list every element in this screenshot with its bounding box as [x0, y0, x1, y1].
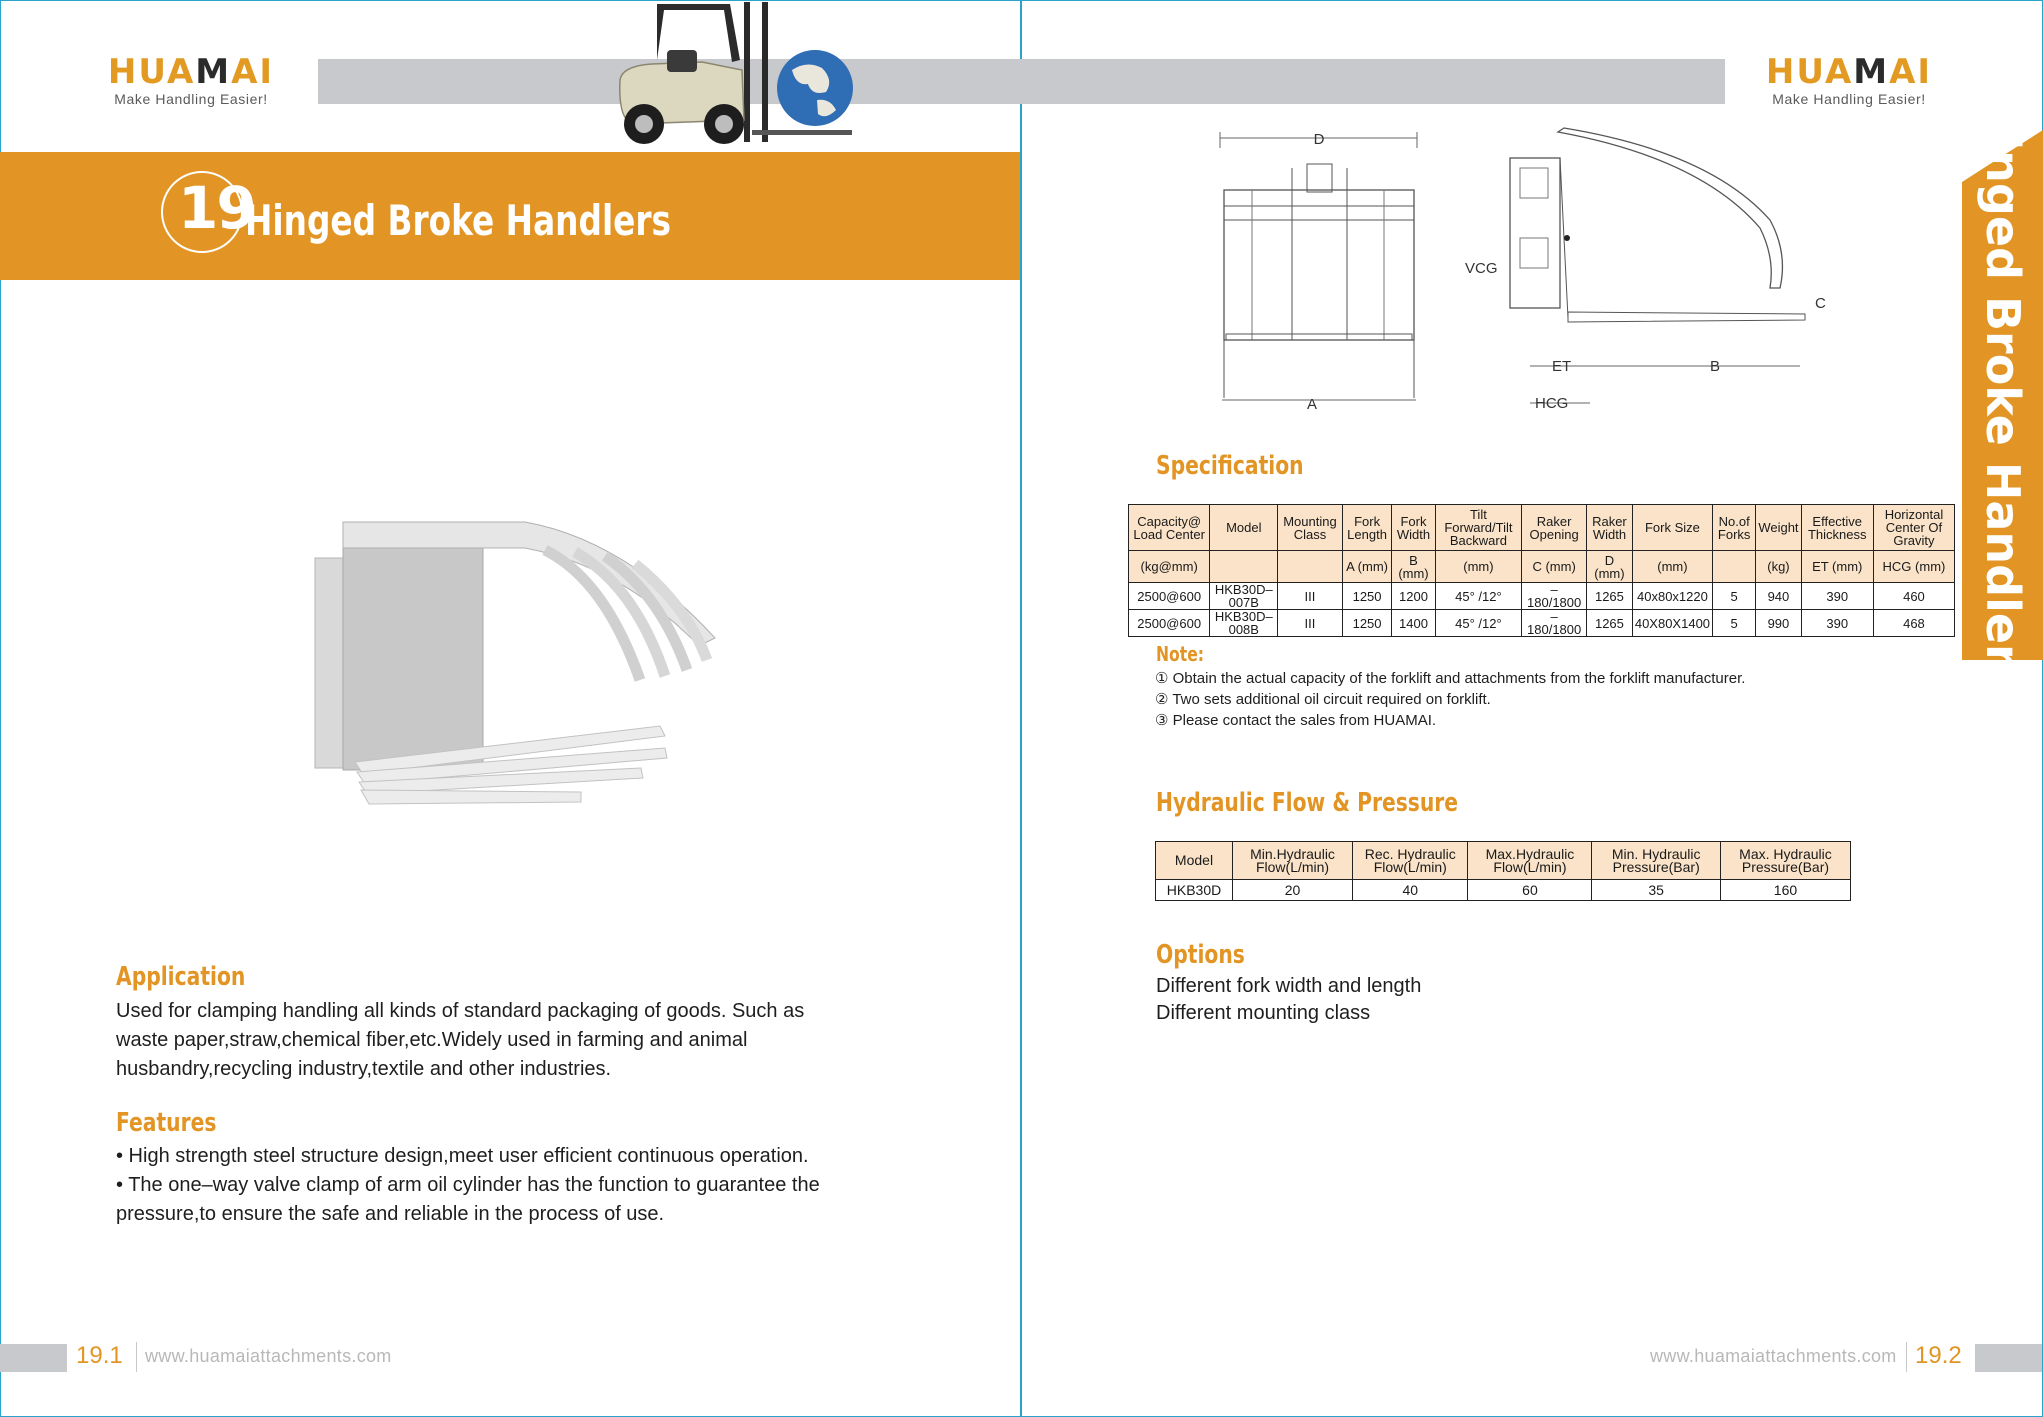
brand-logo-left — [87, 54, 295, 107]
logo-main: HUA — [1765, 52, 1854, 92]
chapter-number: 19 — [178, 174, 255, 242]
table-cell: HKB30D — [1156, 880, 1233, 901]
hydraulic-header: Max.Hydraulic Flow(L/min) — [1468, 842, 1592, 880]
spec-header: Model — [1210, 505, 1278, 551]
spec-unit: (mm) — [1632, 551, 1712, 583]
spec-header: Tilt Forward/Tilt Backward — [1435, 505, 1522, 551]
spec-unit: (kg@mm) — [1129, 551, 1210, 583]
label-vcg: VCG — [1465, 260, 1498, 277]
page-number-right: 19.2 — [1915, 1342, 1962, 1369]
label-b: B — [1710, 358, 1721, 375]
note-item: ② Two sets additional oil circuit required on forklift. — [1155, 691, 1491, 708]
table-cell: HKB30D–007B — [1210, 583, 1278, 610]
spec-header: Fork Length — [1342, 505, 1392, 551]
label-hcg: HCG — [1535, 395, 1569, 412]
application-text — [116, 997, 804, 1084]
footer-separator — [136, 1342, 137, 1372]
hydraulic-table — [1155, 841, 1851, 901]
hydraulic-header: Max. Hydraulic Pressure(Bar) — [1720, 842, 1850, 880]
side-view-drawing — [1465, 128, 1880, 413]
table-cell: 1265 — [1587, 583, 1633, 610]
spec-header: Fork Width — [1392, 505, 1435, 551]
product-photo — [295, 510, 735, 810]
options-list — [1156, 973, 1421, 1027]
table-cell: 390 — [1801, 610, 1873, 637]
table-cell: III — [1278, 610, 1343, 637]
spec-header: Raker Width — [1587, 505, 1633, 551]
label-a: A — [1306, 396, 1318, 413]
hydraulic-header: Model — [1156, 842, 1233, 880]
features-text — [116, 1142, 820, 1229]
spec-unit: (kg) — [1756, 551, 1801, 583]
table-cell: 1265 — [1587, 610, 1633, 637]
spec-unit — [1713, 551, 1756, 583]
front-view-drawing — [1212, 128, 1432, 413]
application-line: husbandry,recycling industry,textile and other industries. — [116, 1058, 612, 1080]
footer-separator — [1906, 1342, 1907, 1372]
option-item: Different mounting class — [1156, 1002, 1371, 1024]
forklift-globe-illustration — [612, 0, 872, 150]
side-tab-label: Hinged Broke Handlers — [1976, 95, 2030, 695]
logo-rest: AI — [1889, 52, 1933, 92]
note-heading: Note: — [1156, 642, 1205, 666]
table-cell: 40x80x1220 — [1632, 583, 1712, 610]
specification-table — [1128, 504, 1955, 637]
spec-unit: (mm) — [1435, 551, 1522, 583]
spec-header: Capacity@ Load Center — [1129, 505, 1210, 551]
logo-tagline: Make Handling Easier! — [114, 91, 268, 107]
table-cell: 160 — [1720, 880, 1850, 901]
spec-header: Fork Size — [1632, 505, 1712, 551]
table-cell: 940 — [1756, 583, 1801, 610]
spec-unit — [1278, 551, 1343, 583]
table-cell: 45° /12° — [1435, 610, 1522, 637]
application-heading: Application — [116, 962, 246, 992]
table-cell: HKB30D–008B — [1210, 610, 1278, 637]
logo-rest: AI — [231, 52, 275, 92]
title-banner — [0, 152, 1020, 280]
application-line: Used for clamping handling all kinds of standard packaging of goods. Such as — [116, 1000, 805, 1022]
table-cell: 468 — [1873, 610, 1954, 637]
table-row — [1156, 880, 1851, 901]
table-cell: –180/1800 — [1522, 610, 1587, 637]
table-cell: 1250 — [1342, 583, 1392, 610]
spec-units-row — [1129, 551, 1955, 583]
footer-url-right: www.huamaiattachments.com — [1650, 1346, 1897, 1366]
feature-line: • High strength steel structure design,meet user efficient continuous operation. — [116, 1145, 809, 1167]
table-cell: 60 — [1468, 880, 1592, 901]
spec-unit: A (mm) — [1342, 551, 1392, 583]
note-item: ③ Please contact the sales from HUAMAI. — [1155, 712, 1437, 729]
table-cell: 5 — [1713, 583, 1756, 610]
table-cell: 40X80X1400 — [1632, 610, 1712, 637]
page-title: Hinged Broke Handlers — [245, 196, 672, 245]
note-list — [1155, 668, 1745, 731]
brand-logo-right — [1745, 54, 1953, 107]
logo-tagline: Make Handling Easier! — [1772, 91, 1926, 107]
table-cell: 460 — [1873, 583, 1954, 610]
table-cell: 2500@600 — [1129, 610, 1210, 637]
table-row — [1129, 583, 1955, 610]
option-item: Different fork width and length — [1156, 975, 1422, 997]
spec-unit: B (mm) — [1392, 551, 1435, 583]
page-number-left: 19.1 — [76, 1342, 123, 1369]
spec-unit: D (mm) — [1587, 551, 1633, 583]
footer-block-right — [1975, 1344, 2042, 1372]
hydraulic-header: Rec. Hydraulic Flow(L/min) — [1353, 842, 1468, 880]
table-cell: 20 — [1233, 880, 1353, 901]
table-cell: 5 — [1713, 610, 1756, 637]
label-c: C — [1815, 295, 1826, 312]
spec-header: Effective Thickness — [1801, 505, 1873, 551]
header-bar — [318, 59, 1725, 104]
table-cell: 2500@600 — [1129, 583, 1210, 610]
logo-dark-letter: M — [195, 52, 232, 92]
label-et: ET — [1552, 358, 1572, 375]
logo-main: HUA — [107, 52, 196, 92]
hydraulic-heading: Hydraulic Flow & Pressure — [1156, 788, 1459, 818]
note-item: ① Obtain the actual capacity of the forklift and attachments from the forklift manufacturer. — [1155, 670, 1746, 687]
footer-url-left: www.huamaiattachments.com — [145, 1346, 392, 1366]
spec-header: Raker Opening — [1522, 505, 1587, 551]
spine-divider — [1020, 0, 1022, 1417]
spec-header: Mounting Class — [1278, 505, 1343, 551]
label-d: D — [1313, 131, 1325, 148]
table-cell: –180/1800 — [1522, 583, 1587, 610]
table-cell: 1400 — [1392, 610, 1435, 637]
hydraulic-header-row — [1156, 842, 1851, 880]
hydraulic-header: Min. Hydraulic Pressure(Bar) — [1592, 842, 1721, 880]
table-cell: 390 — [1801, 583, 1873, 610]
logo-dark-letter: M — [1853, 52, 1890, 92]
table-row — [1129, 610, 1955, 637]
spec-header-row — [1129, 505, 1955, 551]
spec-header: No.of Forks — [1713, 505, 1756, 551]
spec-header: Horizontal Center Of Gravity — [1873, 505, 1954, 551]
application-line: waste paper,straw,chemical fiber,etc.Widely used in farming and animal — [116, 1029, 748, 1051]
spec-unit: HCG (mm) — [1873, 551, 1954, 583]
spec-header: Weight — [1756, 505, 1801, 551]
hydraulic-header: Min.Hydraulic Flow(L/min) — [1233, 842, 1353, 880]
feature-line: • The one–way valve clamp of arm oil cylinder has the function to guarantee the — [116, 1174, 820, 1196]
table-cell: 1200 — [1392, 583, 1435, 610]
features-heading: Features — [116, 1108, 217, 1138]
feature-line: pressure,to ensure the safe and reliable in the process of use. — [116, 1203, 665, 1225]
table-cell: 45° /12° — [1435, 583, 1522, 610]
options-heading: Options — [1156, 940, 1245, 970]
spec-unit: C (mm) — [1522, 551, 1587, 583]
footer-block-left — [0, 1344, 67, 1372]
table-cell: 1250 — [1342, 610, 1392, 637]
table-cell: III — [1278, 583, 1343, 610]
table-cell: 40 — [1353, 880, 1468, 901]
spec-unit — [1210, 551, 1278, 583]
table-cell: 990 — [1756, 610, 1801, 637]
spec-unit: ET (mm) — [1801, 551, 1873, 583]
specification-heading: Specification — [1156, 451, 1304, 481]
table-cell: 35 — [1592, 880, 1721, 901]
